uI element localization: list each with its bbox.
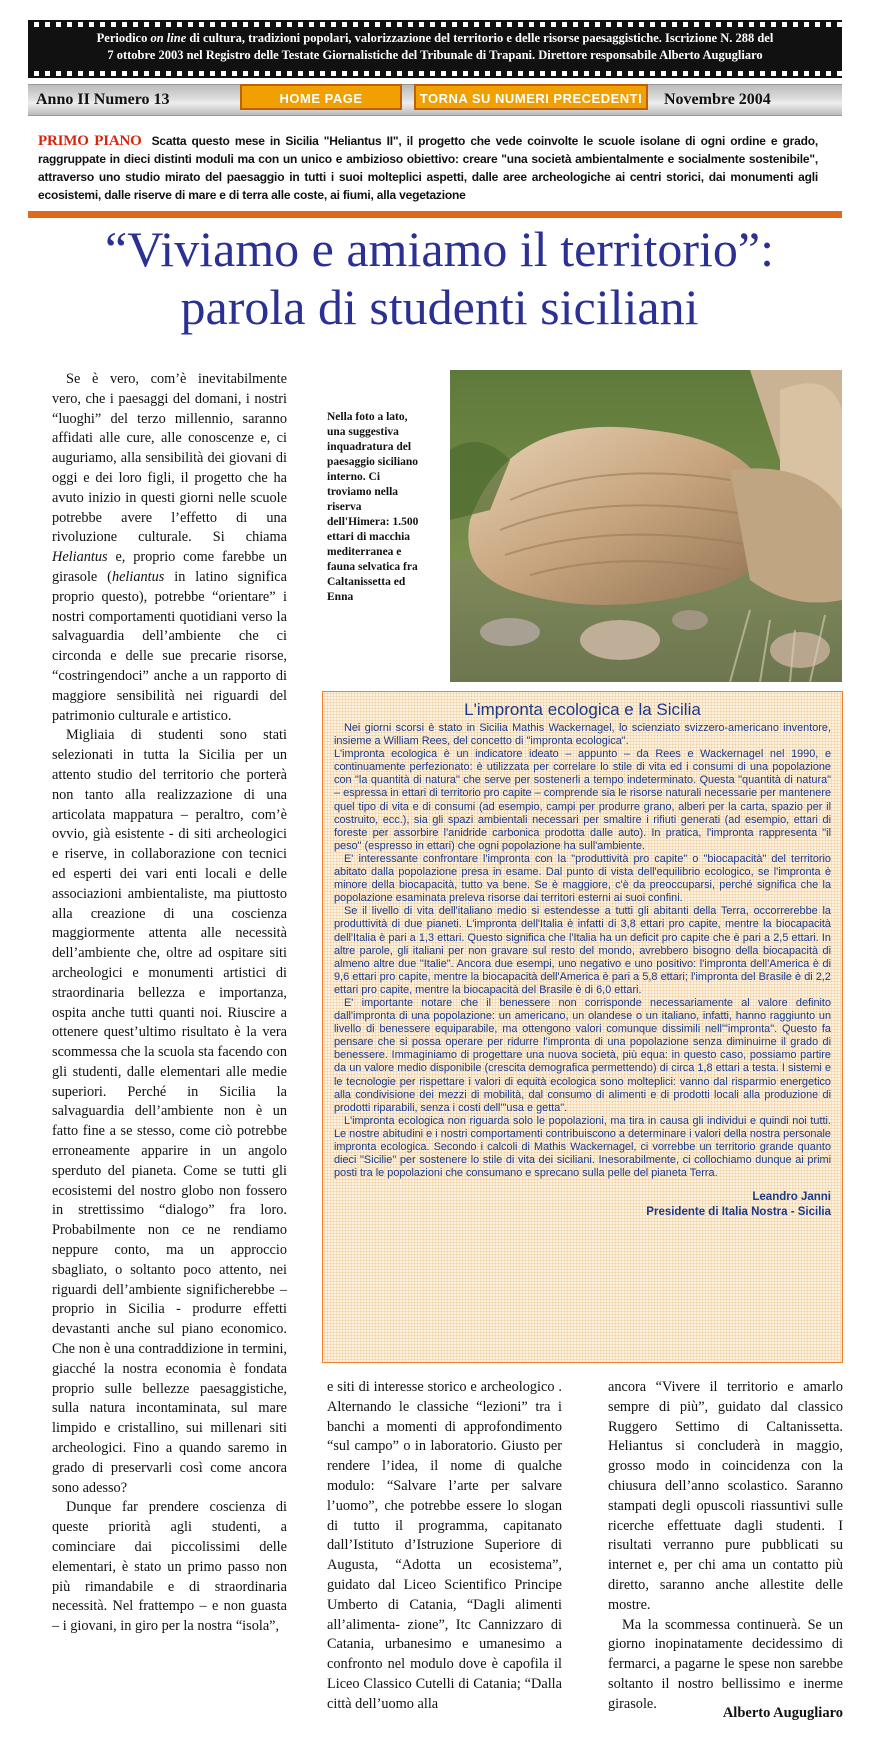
masthead-line-2: 7 ottobre 2003 nel Registro delle Testate Giornalistiche del Tribunale di Trapani. Direttore responsabile Alberto Augugliaro — [107, 48, 763, 62]
landscape-photo — [450, 370, 842, 682]
box-paragraph: Nei giorni scorsi è stato in Sicilia Mathis Wackernagel, lo scienziato svizzero-americano inventore, insieme a William Rees, del concetto di "impronta ecologica". — [334, 722, 831, 748]
box-author: Leandro Janni — [752, 1191, 831, 1204]
masthead — [28, 20, 842, 78]
article-paragraph: Migliaia di studenti sono stati selezionati in tutta la Sicilia per un attento studio del territorio che porterà non tanto alla realizzazione di una articolata mappatura – peraltro, com’è ovvio, già esistente - di siti archeologici e riserve, in collaborazione con tecnici ed esperti dei vari enti locali e delle associazioni ambientaliste, ma piuttosto alla creazione di una coscienza maggiormente attenta alle necessità dell’ambiente che, oltre ad ospitare siti archeologici e monumenti artistici di straordinaria bellezza e importanza, ospita anche tutti quanti noi. Riuscire a ottenere quest’ultimo risultato è la vera scommessa che la scuola sta facendo con gli studenti, dalle elementari alle medie superiori. Perché in Sicilia la salvaguardia dell’ambiente non è un fatto fine a se stesso, come ciò potrebbe erroneamente apparire in un angolo sperduto del pianeta. Come se tutti gli ecosistemi del nostro globo non fossero in strettissimo “dialogo” fra loro. Probabilmente non ce ne rendiamo neppure conto, ma un approccio sbagliato, o soltanto poco attento, nei riguardi dell’ambiente significherebbe – proprio in Sicilia - produrre effetti devastanti anche sul piano economico. Che non è una contraddizione in termini, giacché la nostra economia è fondata proprio sulle bellezze paesaggistiche, sulla natura incontaminata, sul mare limpido e cristallino, sui millenari siti archeologici. Fino a quando saremo in grado di preservarli così come ancora sono adesso? — [52, 727, 288, 1496]
home-page-button[interactable]: HOME PAGE — [240, 84, 402, 110]
box-paragraph: L'impronta ecologica è un indicatore ideato – appunto – da Rees e Wackernagel nel 1990, e continuamente perfezionato: è utilizzata per correlare lo stile di vita ed i consumi di una popolazione con "la quantità di natura" che serve per sostenerli a tempo indeterminato. Questa "quantità di natura" – espressa in ettari di territorio pro capite – comprende sia le risorse naturali necessarie per mantenere quel tipo di vita e di consumi (ad esempio, campi per produrre grano, alberi per la carta, spazio per il costruito, ecc.), sia gli spazi ambientali necessari per smaltire i rifiuti generati (ad esempio, ettari di foreste per assorbire l'anidride carbonica prodotta dalle auto). In pratica, l'impronta rappresenta "il peso" (espresso in ettari) che ogni popolazione ha sull'ambiente. — [334, 748, 831, 852]
headline-line-1: “Viviamo e amiamo il territorio”: — [105, 221, 774, 277]
masthead-line-1: Periodico on line di cultura, tradizioni popolari, valorizzazione del territorio e delle risorse paesaggistiche. Iscrizione N. 288 del — [96, 31, 774, 45]
box-author-role: Presidente di Italia Nostra - Sicilia — [646, 1206, 831, 1219]
article-paragraph: Ma la scommessa continuerà. Se un giorno inopinatamente decidessimo di fermarci, a pagarne le spese non sarebbe soltanto il nostro bellissimo e inerme girasole. — [608, 1616, 843, 1712]
article-column-2 — [327, 1378, 562, 1715]
article-paragraph: Dunque far prendere coscienza di queste priorità agli studenti, a cominciare dai piccolissimi delle elementari, è stato un primo passo non più rimandabile e di straordinaria necessità. Nel frattempo – e non guasta – i giovani, in giro per la nostra “isola”, — [52, 1499, 287, 1635]
box-paragraph: E' importante notare che il benessere non corrisponde necessariamente al valore definito dall'impronta di una popolazione: un americano, un olandese o un italiano, infatti, hanno raggiunto un livello di benessere equiparabile, ma ottengono valori comunque dissimili nell'"impronta". Questo fa pensare che si possa operare per ridurre l'impronta di una popolazione senza diminuirne il grado di benessere. Immaginiamo di progettare una nuova società, più equa: in questo caso, possiamo partire da un valore medio disponibile (crescita demografica permettendo) di circa 1,8 ettari a testa. I sistemi e le tecnologie per rispettare i valori di equità ecologica sono molteplici: vanno dal risparmio energetico alla condivisione dei mezzi di mobilità, dal consumo di alimenti e di prodotti locali alla produzione di prodotti riparabili, senza i costi dell'"usa e getta". — [334, 996, 831, 1114]
article-column-3 — [608, 1378, 843, 1715]
article-signature: Alberto Augugliaro — [722, 1705, 843, 1721]
article-paragraph: e siti di interesse storico e archeologico . Alternando le classiche “lezioni” tra i banchi a momenti di approfondimento “sul campo” o in laboratorio. Giusto per rendere l’idea, il nome di qualche modulo: “Salvare l’arte per salvare l’uomo”, che potrebbe essere lo slogan di tutto il programma, capitanato dall’Istituto d’Istruzione Superiore di Augusta, “Adotta un ecosistema”, guidato dal Liceo Scientifico Principe Umberto di Catania, “Dagli alimenti all’alimenta- zione”, Itc Cannizzaro di Catania, urbanesimo e umanesimo a confronto nel modulo dove è capofila il Liceo Classico Cutelli di Catania; “Dalla città dell’uomo alla — [327, 1379, 562, 1712]
sidebar-box-ecological-footprint — [322, 691, 843, 1363]
article-paragraph: ancora “Vivere il territorio e amarlo sempre di più”, guidato dal classico Ruggero Settimo di Caltanissetta. Heliantus si concluderà in maggio, grosso modo in coincidenza con la chiusura dell’anno scolastico. Saranno stampati degli opuscoli riassuntivi sulle ricerche effettuate dagli studenti. I risultati verranno pure pubblicati su internet e, per chi ama un contatto più diretto, saranno anche allestite delle mostre. — [608, 1379, 843, 1613]
article-paragraph: Se è vero, com’è inevitabilmente vero, che i paesaggi del domani, i nostri “luoghi” del terzo millennio, saranno affidati alle cure, alle conoscenze e, ci auguriamo, alla sensibilità dei giovani di oggi e dei loro figli, il progetto che ha avuto inizio in questi giorni nelle scuole potrebbe avere l’effetto di una rivoluzione culturale. Si chiama Heliantus e, proprio come farebbe un girasole (heliantus in latino significa proprio questo), potrebbe “orientare” i nostri comportamenti quotidiani verso la salvaguardia dell’ambiente che ci circonda e delle sue precarie risorse, “costringendoci” anche a un rapporto di maggiore sensibilità nei riguardi del patrimonio culturale e artistico. — [52, 371, 287, 724]
primo-piano-kicker: PRIMO PIANO — [38, 133, 142, 149]
box-paragraph: Se il livello di vita dell'italiano medio si estendesse a tutti gli abitanti della Terra, occorrerebbe la produttività di due pianeti. L'impronta dell'Italia è infatti di 3,8 ettari pro capite, mentre la biocapacità dell'Italia è pari a 1,3 ettari. Questo significa che l'Italia ha un deficit pro capite che è pari a 2,5 ettari. In altre parole, gli italiani per non gravare sul resto del mondo, avrebbero bisogno della biocapacità di almeno altre due "Italie". Ancora due esempi, uno negativo e uno positivo: l'impronta dell'America è di 9,6 ettari pro capite, mentre la biocapacità dell'America è pari a 5,8 ettari; l'impronta del Brasile è di 2,2 ettari pro capite, mentre la biocapacità del Brasile è di 6,0 ettari. — [334, 905, 831, 996]
headline-line-2: parola di studenti siciliani — [180, 279, 699, 335]
issue-number: Anno II Numero 13 — [36, 91, 170, 108]
film-strip-bottom — [28, 71, 842, 76]
box-signature — [334, 1190, 831, 1220]
issue-date: Novembre 2004 — [664, 91, 771, 108]
box-paragraph: L'impronta ecologica non riguarda solo le popolazioni, ma tira in causa gli individui e quindi noi tutti. Le nostre abitudini e i nostri comportamenti contribuiscono a determinare i valori della nostra personale impronta ecologica. Secondo i calcoli di Mathis Wackernagel, ci vorrebbe un territorio grande quanto dieci "Sicilie" per sostenere lo stile di vita dei siciliani. Inesorabilmente, ci collochiamo dunque ai primi posti tra le popolazioni che consumano e sprecano sulla pelle del pianeta Terra. — [334, 1114, 831, 1180]
box-paragraph: E' interessante confrontare l'impronta con la "produttività pro capite" o "biocapacità" del territorio abitato dalla popolazione presa in esame. Dal punto di vista dell'equilibrio ecologico, se l'impronta è minore della biocapacità, tutto va bene. Se è maggiore, c'è da preoccuparsi, perché significa che la popolazione esaminata preleva risorse dai territori esterni ai suoi confini. — [334, 852, 831, 905]
lead-text: Scatta questo mese in Sicilia "Heliantus II", il progetto che vede coinvolte le scuole isolane di ogni ordine e grado, raggruppate in dieci distinti moduli ma con un unico e ambizioso obiettivo: creare "una società ambientalmente e socialmente sostenibile", attraverso uno studio mirato del paesaggio in tutti i suoi molteplici aspetti, dalle aree archeologiche ai centri storici, dai monumenti agli ecosistemi, dalle riserve di mare e di terra alle coste, ai fiumi, alla vegetazione — [38, 134, 819, 202]
headline — [20, 220, 859, 336]
box-body — [334, 722, 831, 1180]
box-title: L'impronta ecologica e la Sicilia — [464, 700, 701, 719]
article-column-1 — [52, 370, 287, 1637]
lead-paragraph — [38, 132, 818, 204]
rock-river-image — [450, 370, 842, 682]
film-strip-top — [28, 22, 842, 27]
back-issues-button[interactable]: TORNA SU NUMERI PRECEDENTI — [414, 84, 648, 110]
photo-caption: Nella foto a lato, una suggestiva inquadratura del paesaggio siciliano interno. Ci troviamo nella riserva dell'Himera: 1.500 ettari di macchia mediterranea e fauna selvatica fra Caltanissetta ed Enna — [327, 411, 419, 603]
divider-rule — [28, 211, 842, 218]
